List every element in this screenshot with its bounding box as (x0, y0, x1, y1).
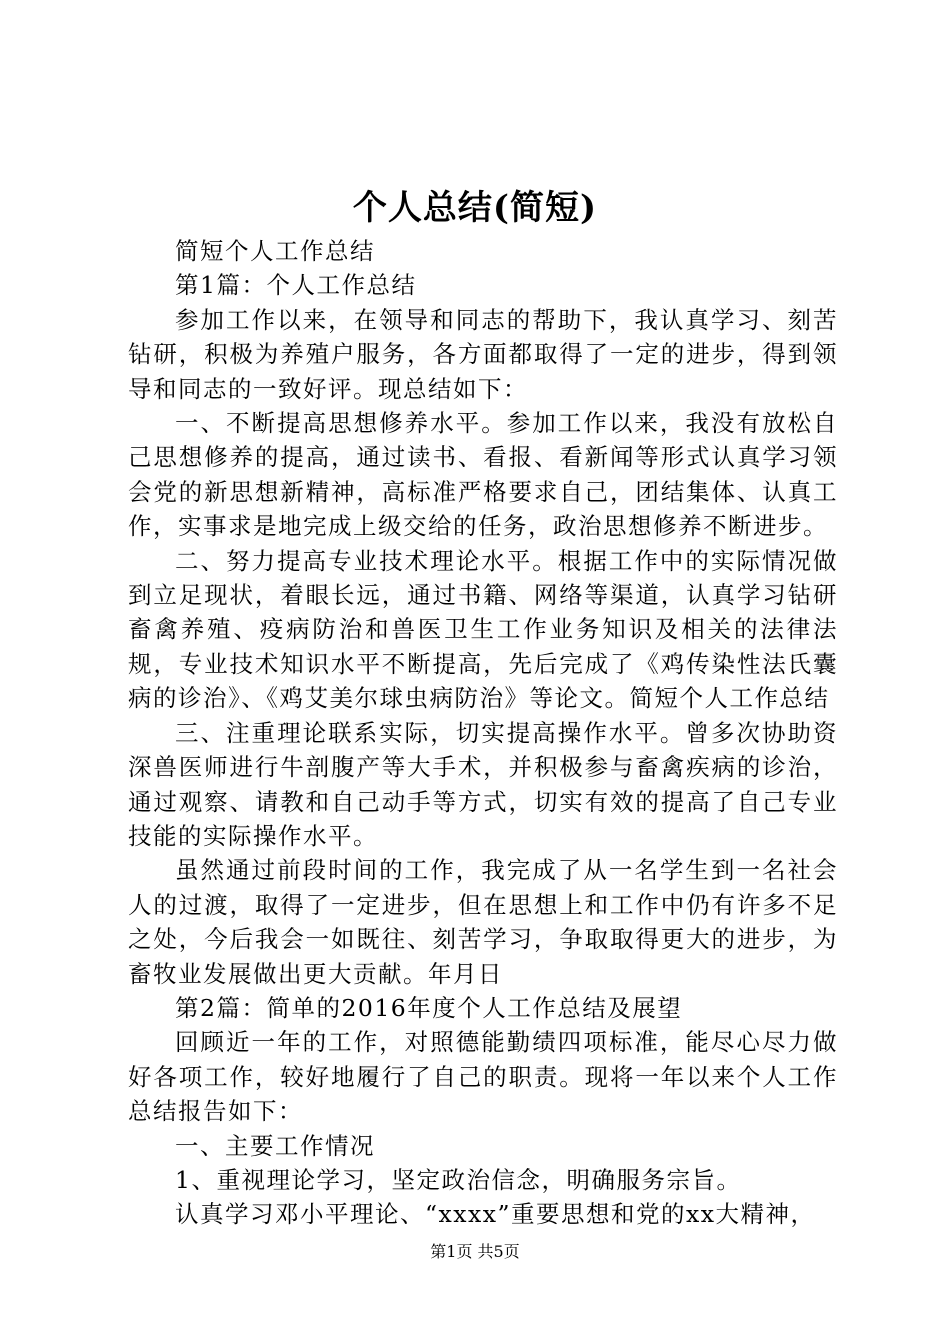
paragraph-subtitle: 简短个人工作总结 (175, 237, 375, 265)
paragraph-point-1: 一、不断提高思想修养水平。参加工作以来，我没有放松自己思想修养的提高，通过读书、看报、看新闻等形式认真学习领会党的新思想新精神，高标准严格要求自己，团结集体、认真工作，实事求是地完成上级交给的任务，政治思想修养不断进步。 (128, 409, 838, 541)
document-body (128, 234, 838, 1232)
paragraph-point-3: 三、注重理论联系实际，切实提高操作水平。曾多次协助资深兽医师进行牛剖腹产等大手术，并积极参与畜禽疾病的诊治，通过观察、请教和自己动手等方式，切实有效的提高了自己专业技能的实际操作水平。 (128, 718, 838, 850)
paragraph-section-2-intro: 回顾近一年的工作，对照德能勤绩四项标准，能尽心尽力做好各项工作，较好地履行了自己的职责。现将一年以来个人工作总结报告如下： (128, 1028, 838, 1126)
document-title: 个人总结(简短) (352, 188, 598, 228)
paragraph-conclusion: 虽然通过前段时间的工作，我完成了从一名学生到一名社会人的过渡，取得了一定进步，但在思想上和工作中仍有许多不足之处，今后我会一如既往、刻苦学习，争取取得更大的进步，为畜牧业发展做出更大贡献。年月日 (128, 856, 838, 988)
paragraph-section-1-heading: 第1篇：个人工作总结 (175, 271, 417, 300)
paragraph-main-work-heading: 一、主要工作情况 (175, 1131, 375, 1160)
paragraph-item-1-detail: 认真学习邓小平理论、“xxxx”重要思想和党的xx大精神， (175, 1200, 816, 1229)
paragraph-intro: 参加工作以来，在领导和同志的帮助下，我认真学习、刻苦钻研，积极为养殖户服务，各方面都取得了一定的进步，得到领导和同志的一致好评。现总结如下： (128, 305, 838, 403)
paragraph-section-2-heading: 第2篇：简单的2016年度个人工作总结及展望 (175, 993, 683, 1022)
paragraph-point-2: 二、努力提高专业技术理论水平。根据工作中的实际情况做到立足现状，着眼长远，通过书籍、网络等渠道，认真学习钻研畜禽养殖、疫病防治和兽医卫生工作业务知识及相关的法律法规，专业技术知识水平不断提高，先后完成了《鸡传染性法氏囊病的诊治》、《鸡艾美尔球虫病防治》等论文。简短个人工作总结 (128, 546, 838, 713)
paragraph-item-1: 1、重视理论学习，坚定政治信念，明确服务宗旨。 (175, 1165, 742, 1194)
page-footer: 第1页 共5页 (430, 1242, 520, 1261)
